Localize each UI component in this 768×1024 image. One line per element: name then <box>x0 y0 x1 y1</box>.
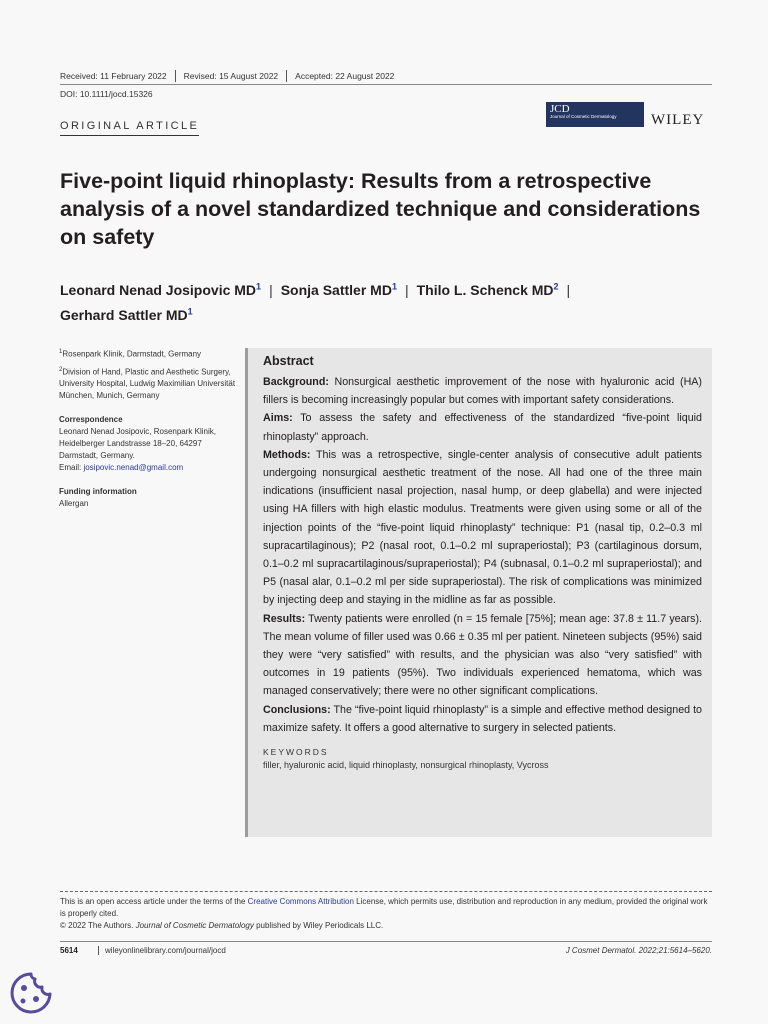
journal-logo-name: Journal of Cosmetic Dermatology <box>550 114 617 119</box>
section-label: ORIGINAL ARTICLE <box>60 120 199 136</box>
abstract-body <box>263 373 702 737</box>
abstract-aims: Aims: To assess the safety and effectiveness of the standardized “five-point liquid rhinoplasty” approach. <box>263 412 702 443</box>
affiliation: $^1$Rosenpark Klinik, Darmstadt, Germany <box>59 349 202 359</box>
doi[interactable]: DOI: 10.1111/jocd.15326 <box>60 89 153 99</box>
publisher-logo: WILEY <box>651 112 705 128</box>
accepted-date: Accepted: 22 August 2022 <box>295 71 395 81</box>
author-separator: | <box>269 281 273 298</box>
author-separator: | <box>404 281 409 298</box>
copyright-text: © 2022 The Authors. Journal of Cosmetic Dermatology published by Wiley Periodicals LLC. <box>60 921 384 930</box>
email-link[interactable]: josipovic.nenad@gmail.com <box>83 463 184 473</box>
cookie-settings-button[interactable] <box>8 970 54 1016</box>
footer-divider <box>60 891 712 892</box>
abstract-heading: Abstract <box>263 354 314 368</box>
keywords-list: filler, hyaluronic acid, liquid rhinoplasty, nonsurgical rhinoplasty, Vycross <box>263 760 549 771</box>
license-text: This is an open access article under the terms of the Creative Commons Attribution License, which permits use, distribution and reproduction in any medium, provided the original work is properly cited. <box>60 897 708 918</box>
abstract-methods: Methods: This was a retrospective, single-center analysis of consecutive adult patients undergoing nonsurgical aesthetic treatment of the nose. All had one of the three main indications (insufficient nasal projection, nasal hump, or deep glabella) and were injected using HA fillers with high elastic modulus. Treatments were given using some or all of the injection points of the “five-point liquid rhinoplasty” technique: P1 (nasal tip, 0.2–0.3 ml supracartilaginous); P2 (nasal root, 0.1–0.2 ml supraperiostal); P3 (cartilaginous dorsum, 0.1–0.2 ml supracartilaginous/supraperiostal); P4 (subnasal, 0.1–0.2 ml supraperiostal); and P5 (nasal alar, 0.1–0.2 ml per side supraperiostal). The risk of complications was minimized by injecting deep and staying in the midline as far as possible. <box>263 448 702 607</box>
abstract-background: Background: Nonsurgical aesthetic improvement of the nose with hyaluronic acid (HA) fillers is becoming increasingly popular but comes with important safety considerations. <box>263 376 702 407</box>
page-footer-divider <box>60 941 712 942</box>
journal-logo-abbrev: JCD <box>550 103 570 115</box>
funding-text: Allergan <box>59 499 89 509</box>
correspondence-address: Leonard Nenad Josipovic, Rosenpark Klinik, Heidelberger Landstrasse 18–20, 64297 Darmstadt, Germany. <box>59 427 216 461</box>
keywords-heading: KEYWORDS <box>263 747 329 758</box>
funding-heading: Funding information <box>59 487 137 497</box>
correspondence-email: Email: josipovic.nenad@gmail.com <box>59 463 184 473</box>
journal-logo <box>546 102 644 127</box>
abstract-results: Results: Twenty patients were enrolled (n = 15 female [75%]; mean age: 37.8 ± 11.7 years). The mean volume of filler used was 0.66 ± 0.35 ml per patient. Nineteen subjects (95%) said they were “very satisfied” with results, and the physician was also “very satisfied” with outcomes in 19 patients (95%). Two individuals experienced hematoma, which was managed conservatively; there were no other significant complications. <box>263 612 702 698</box>
article-dates <box>60 70 712 82</box>
journal-site-link[interactable]: wileyonlinelibrary.com/journal/jocd <box>98 946 226 955</box>
affiliation: $^2$Division of Hand, Plastic and Aesthetic Surgery, University Hospital, Ludwig Maximilian Universität München, Munich, Germany <box>59 366 236 401</box>
author-separator: | <box>566 281 571 298</box>
author[interactable]: Sonja Sattler $MD^1$ <box>280 281 397 298</box>
author-list <box>60 275 715 326</box>
license-notice <box>60 896 712 932</box>
correspondence-heading: Correspondence <box>59 415 123 425</box>
author[interactable]: Thilo L. Schenck $MD^2$ <box>416 281 559 298</box>
cookie-icon <box>8 970 54 1016</box>
page-number: 5614 <box>60 946 78 955</box>
abstract-conclusions: Conclusions: The “five-point liquid rhinoplasty” is a simple and effective method designed to maximize safety. It offers a good alternative to surgery in selected patients. <box>263 703 702 734</box>
header-divider <box>60 84 712 85</box>
revised-date: Revised: 15 August 2022 <box>184 70 288 82</box>
author[interactable]: Leonard Nenad Josipovic $MD^1$ <box>60 281 262 298</box>
author[interactable]: Gerhard Sattler $MD^1$ <box>60 306 193 324</box>
citation: J Cosmet Dermatol. 2022;21:5614–5620. <box>565 946 712 955</box>
abstract-panel <box>245 348 712 837</box>
article-title: Five-point liquid rhinoplasty: Results from a retrospective analysis of a novel standardized technique and considerations on safety <box>60 169 701 249</box>
license-link[interactable]: Creative Commons Attribution <box>247 897 354 906</box>
received-date: Received: 11 February 2022 <box>60 70 176 82</box>
article-sidebar <box>59 346 239 510</box>
